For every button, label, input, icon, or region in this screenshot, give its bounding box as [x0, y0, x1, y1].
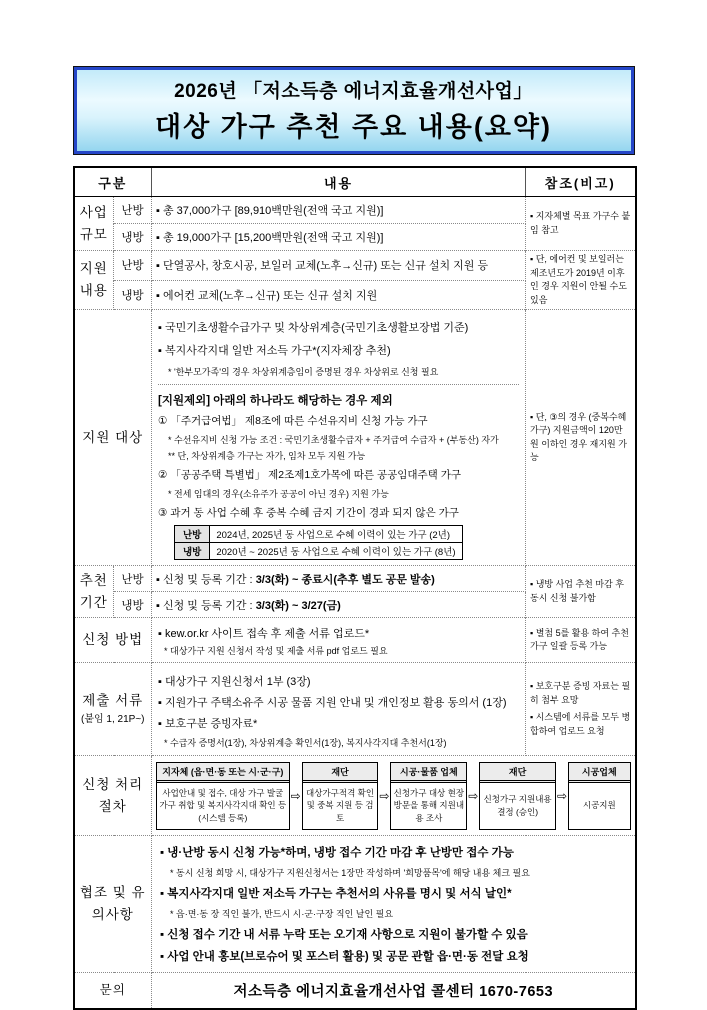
coop-bullet-simultaneous: ▪ 냉·난방 동시 신청 가능*하며, 냉방 접수 기간 마감 후 난방만 접수 가능	[160, 847, 514, 859]
recommendation-cooling-text	[152, 592, 526, 618]
documents-content	[152, 663, 526, 756]
row-contact	[74, 973, 636, 1009]
process-step-1-body: 사업안내 및 접수, 대상 가구 발굴 가구 취합 및 복지사각지대 확인 등 (시스템 등록)	[159, 788, 287, 823]
label-application-method: 신청 방법	[74, 618, 152, 663]
summary-table	[73, 166, 637, 1010]
label-contact: 문의	[74, 973, 152, 1009]
history-heating-label: 난방	[175, 526, 210, 543]
process-step-foundation-review	[302, 762, 379, 830]
process-flow	[156, 762, 631, 830]
label-process: 신청 처리 절차	[74, 756, 152, 836]
row-support-target	[74, 310, 636, 566]
contact-callcenter-text: 저소득층 에너지효율개선사업 콜센터 1670-7653	[152, 973, 636, 1009]
exclusion-item-1-note-1: * 수선유지비 신청 가능 조건 : 국민기초생활수급자 + 주거급여 수급자 + (부동산) 자가	[168, 435, 499, 445]
process-step-3-header: 시공·물품 업체	[391, 763, 466, 783]
label-support-content: 지원 내용	[74, 251, 114, 310]
exclusion-item-2-note-1: * 전세 임대의 경우(소유주가 공공이 아닌 경우) 지원 가능	[168, 489, 389, 499]
coop-note-wishlist: * 동시 신청 희망 시, 대상가구 지원신청서는 1장만 작성하며 '희망품목'에 해당 내용 체크 필요	[170, 868, 530, 878]
row-documents	[74, 663, 636, 756]
process-step-2-body: 대상가구적격 확인 및 중복 지원 등 검토	[306, 788, 375, 823]
title-main-line: 대상 가구 추천 주요 내용(요약)	[155, 112, 552, 142]
row-process	[74, 756, 636, 836]
application-method-ref: ▪ 별첨 5를 활용 하여 추천 가구 일괄 등록 가능	[526, 618, 636, 663]
coop-bullet-recommendation-seal: ▪ 복지사각지대 일반 저소득 가구는 추천서의 사유를 명시 및 서식 날인*	[160, 888, 512, 900]
target-bullet-basic-livelihood: ▪ 국민기초생활수급가구 및 차상위계층(국민기초생활보장법 기준)	[158, 322, 469, 334]
history-heating-text: 2024년, 2025년 동 사업으로 수혜 이력이 있는 가구 (2년)	[210, 526, 462, 543]
process-step-1-header: 지자체 (읍·면·동 또는 시·군·구)	[157, 763, 289, 783]
document-title-band	[73, 66, 635, 155]
coop-bullet-omission: ▪ 신청 접수 기간 내 서류 누락 또는 오기재 사항으로 지원이 불가할 수 있음	[160, 929, 528, 941]
row-recommendation-period-heating	[74, 566, 636, 592]
sublabel-cooling-period: 냉방	[114, 592, 152, 618]
support-content-heating-text: ▪ 단열공사, 창호시공, 보일러 교체(노후→신규) 또는 신규 설치 지원 등	[152, 251, 526, 281]
sublabel-heating-period: 난방	[114, 566, 152, 592]
exclusion-item-3: ③ 과거 동 사업 수혜 후 중복 수혜 금지 기간이 경과 되지 않은 가구	[158, 507, 459, 519]
documents-ref	[526, 663, 636, 756]
flow-arrow-icon: ⇨	[556, 788, 568, 803]
table-header-row	[74, 167, 636, 197]
row-support-content-heating	[74, 251, 636, 281]
process-step-4-header: 재단	[480, 763, 555, 783]
label-business-scale: 사업 규모	[74, 197, 114, 251]
header-content: 내용	[152, 167, 526, 197]
label-cooperation: 협조 및 유의사항	[74, 836, 152, 973]
method-bullet-website: ▪ kew.or.kr 사이트 접속 후 제출 서류 업로드*	[158, 627, 370, 640]
recommendation-heating-text	[152, 566, 526, 592]
row-business-scale-heating	[74, 197, 636, 224]
documents-ref-merge: ▪ 시스템에 서류를 모두 병합하여 업로드 요청	[530, 712, 631, 736]
process-step-3-body: 신청가구 대상 현장방문을 통해 지원내용 조사	[393, 788, 465, 823]
flow-arrow-icon: ⇨	[379, 788, 390, 803]
label-support-target: 지원 대상	[74, 310, 152, 566]
row-cooperation	[74, 836, 636, 973]
header-reference: 참조(비고)	[526, 167, 636, 197]
recommendation-cooling-dates: 3/3(화) ~ 3/27(금)	[255, 599, 341, 612]
documents-bullet-consent-form: ▪ 지원가구 주택소유주 시공 물품 지원 안내 및 개인정보 활용 동의서 (1장)	[158, 696, 507, 709]
flow-arrow-icon: ⇨	[468, 788, 479, 803]
label-recommendation-period: 추천 기간	[74, 566, 114, 618]
business-scale-heating-text: ▪ 총 37,000가구 [89,910백만원(전액 국고 지원)]	[152, 197, 526, 224]
business-scale-cooling-text: ▪ 총 19,000가구 [15,200백만원(전액 국고 지원)]	[152, 224, 526, 251]
documents-bullet-application-form: ▪ 대상가구 지원신청서 1부 (3장)	[158, 675, 311, 688]
recommendation-heating-dates: 3/3(화) ~ 종료시(추후 별도 공문 발송)	[255, 573, 435, 586]
sublabel-cooling-scale: 냉방	[114, 224, 152, 251]
history-row-heating	[175, 526, 463, 543]
history-cooling-text: 2020년 ~ 2025년 동 사업으로 수혜 이력이 있는 가구 (8년)	[210, 543, 462, 560]
process-step-municipality	[156, 762, 290, 830]
sublabel-heating-content: 난방	[114, 251, 152, 281]
sublabel-cooling-content: 냉방	[114, 280, 152, 310]
coop-bullet-promotion: ▪ 사업 안내 홍보(브로슈어 및 포스터 활용) 및 공문 관할 읍·면·동 전달 요청	[160, 951, 529, 963]
header-category: 구분	[74, 167, 152, 197]
support-content-ref: ▪ 단, 에어컨 및 보일러는 제조년도가 2019년 이후인 경우 지원이 안될 수도 있음	[526, 251, 636, 310]
application-method-content	[152, 618, 526, 663]
label-documents	[74, 663, 152, 756]
exclusion-item-2: ② 「공공주택 특별법」 제2조제1호가목에 따른 공공임대주택 가구	[158, 469, 462, 481]
process-step-2-header: 재단	[303, 763, 378, 783]
flow-arrow-icon: ⇨	[290, 788, 301, 803]
documents-label-sub: (붙임 1, 21P~)	[80, 713, 145, 725]
exclusion-title: [지원제외] 아래의 하나라도 해당하는 경우 제외	[158, 395, 393, 407]
business-scale-ref: ▪ 지자체별 목표 가구수 붙임 참고	[526, 197, 636, 251]
title-program-line: 2026년 「저소득층 에너지효율개선사업」	[174, 81, 533, 102]
history-row-cooling	[175, 543, 463, 560]
target-note-single-parent: * '한부모가족'의 경우 차상위계층임이 증명된 경우 차상위로 신청 필요	[168, 367, 439, 377]
process-step-4-body: 신청가구 지원내용 결정 (승인)	[483, 794, 552, 817]
recommendation-cooling-prefix: ▪ 신청 및 등록 기간 :	[156, 599, 256, 612]
process-flowchart	[152, 756, 636, 836]
method-note-pdf: * 대상가구 지원 신청서 작성 및 제출 서류 pdf 업로드 필요	[164, 645, 388, 656]
process-step-construction	[568, 762, 630, 830]
documents-ref-attach: ▪ 보호구분 증빙 자료는 필히 첨부 요망	[530, 681, 631, 705]
documents-label-main: 제출 서류	[82, 693, 144, 709]
documents-bullet-proof: ▪ 보호구분 증빙자료*	[158, 717, 258, 730]
row-application-method	[74, 618, 636, 663]
process-step-5-header: 시공업체	[569, 763, 629, 783]
history-cooling-label: 냉방	[175, 543, 210, 560]
target-bullet-welfare-blindspot: ▪ 복지사각지대 일반 저소득 가구*(지자체장 추천)	[158, 345, 391, 357]
exclusion-section	[158, 384, 519, 560]
exclusion-item-1: ① 「주거급여법」 제8조에 따른 수선유지비 신청 가능 가구	[158, 415, 428, 427]
exclusion-item-1-note-2: ** 단, 차상위계층 가구는 자가, 임차 모두 지원 가능	[168, 451, 366, 461]
support-target-ref: ▪ 단, ③의 경우 (중복수혜 가구) 지원금액이 120만원 이하인 경우 재지원 가능	[526, 310, 636, 566]
recommendation-period-ref: ▪ 냉방 사업 추천 마감 후 동시 신청 불가함	[526, 566, 636, 618]
process-step-5-body: 시공지원	[582, 800, 616, 811]
cooperation-content	[152, 836, 636, 973]
sublabel-heating-scale: 난방	[114, 197, 152, 224]
recommendation-heating-prefix: ▪ 신청 및 등록 기간 :	[156, 573, 256, 586]
coop-note-seal: * 읍·면·동 장 직인 불가, 반드시 시·군·구장 직인 날인 필요	[170, 909, 394, 919]
support-target-content	[152, 310, 526, 566]
documents-note-certificates: * 수급자 증명서(1장), 차상위계층 확인서(1장), 복지사각지대 추천서(1장)	[164, 737, 447, 748]
benefit-history-table	[174, 525, 463, 560]
support-content-cooling-text: ▪ 에어컨 교체(노후→신규) 또는 신규 설치 지원	[152, 280, 526, 310]
process-step-foundation-approval	[479, 762, 556, 830]
process-step-vendor-survey	[390, 762, 467, 830]
document-page	[73, 0, 635, 1010]
